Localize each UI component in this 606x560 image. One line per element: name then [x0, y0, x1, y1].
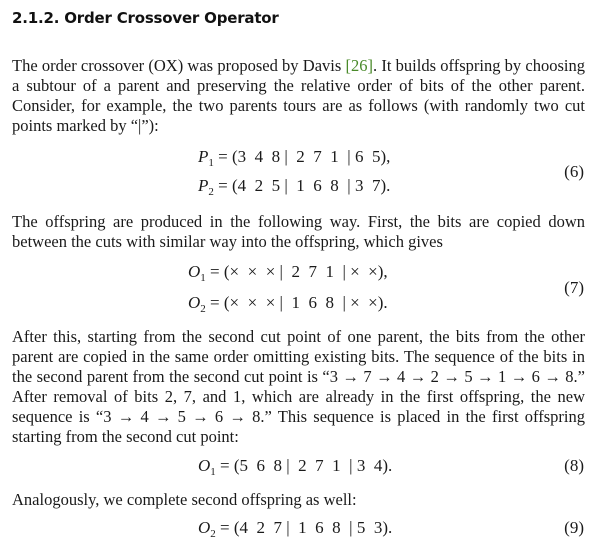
- equation-variable: O: [188, 262, 201, 281]
- paragraph-intro-text-1: The order crossover (OX) was proposed by Davis: [12, 56, 346, 75]
- equation-subscript: 2: [208, 186, 214, 198]
- equation-7-line-1: [188, 262, 388, 284]
- paragraph-analogous: Analogously, we complete second offspring as well:: [12, 490, 357, 509]
- equation-body: = (× × × | 2 7 1 | × ×),: [205, 262, 388, 281]
- equation-6-line-2: [198, 176, 390, 198]
- citation-link[interactable]: [26]: [345, 56, 374, 75]
- equation-9: [198, 518, 392, 540]
- paragraph-offspring: The offspring are produced in the following way. First, the bits are copied down between the cuts with similar way into the offspring, which gives: [12, 212, 585, 251]
- equation-subscript: 2: [210, 528, 216, 540]
- equation-7-number: (7): [564, 278, 584, 297]
- equation-variable: O: [198, 518, 211, 537]
- equation-6-line-1: [198, 147, 390, 169]
- equation-body: = (5 6 8 | 2 7 1 | 3 4).: [215, 456, 393, 475]
- equation-variable: P: [198, 147, 209, 166]
- section-heading: 2.1.2. Order Crossover Operator: [12, 9, 279, 27]
- equation-variable: O: [198, 456, 211, 475]
- equation-7-line-2: [188, 293, 388, 315]
- equation-body: = (3 4 8 | 2 7 1 | 6 5),: [213, 147, 391, 166]
- equation-8-number: (8): [564, 456, 584, 475]
- equation-variable: P: [198, 176, 209, 195]
- equation-subscript: 1: [200, 272, 206, 284]
- equation-body: = (× × × | 1 6 8 | × ×).: [205, 293, 388, 312]
- equation-subscript: 2: [200, 303, 206, 315]
- equation-body: = (4 2 7 | 1 6 8 | 5 3).: [215, 518, 393, 537]
- equation-subscript: 1: [210, 466, 216, 478]
- equation-variable: O: [188, 293, 201, 312]
- equation-6-number: (6): [564, 162, 584, 181]
- paragraph-intro-text-2: . It builds offspring by choosing a subtour of a parent and preserving the relative order of bits of the other parent. Consider, for example, the two parents tours are as follows (with randomly two cut points marked by “|”):: [12, 56, 585, 135]
- equation-8: [198, 456, 392, 478]
- equation-9-number: (9): [564, 518, 584, 537]
- paragraph-intro: [12, 56, 585, 136]
- equation-subscript: 1: [208, 157, 214, 169]
- paragraph-sequence: After this, starting from the second cut point of one parent, the bits from the other parent are copied in the same order omitting existing bits. The sequence of the bits in the second parent from the second cut point is “3 → 7 → 4 → 2 → 5 → 1 → 6 → 8.” After removal of bits 2, 7, and 1, which are already in the first offspring, the new sequence is “3 → 4 → 5 → 6 → 8.” This sequence is placed in the first offspring starting from the second cut point:: [12, 327, 585, 446]
- equation-body: = (4 2 5 | 1 6 8 | 3 7).: [213, 176, 391, 195]
